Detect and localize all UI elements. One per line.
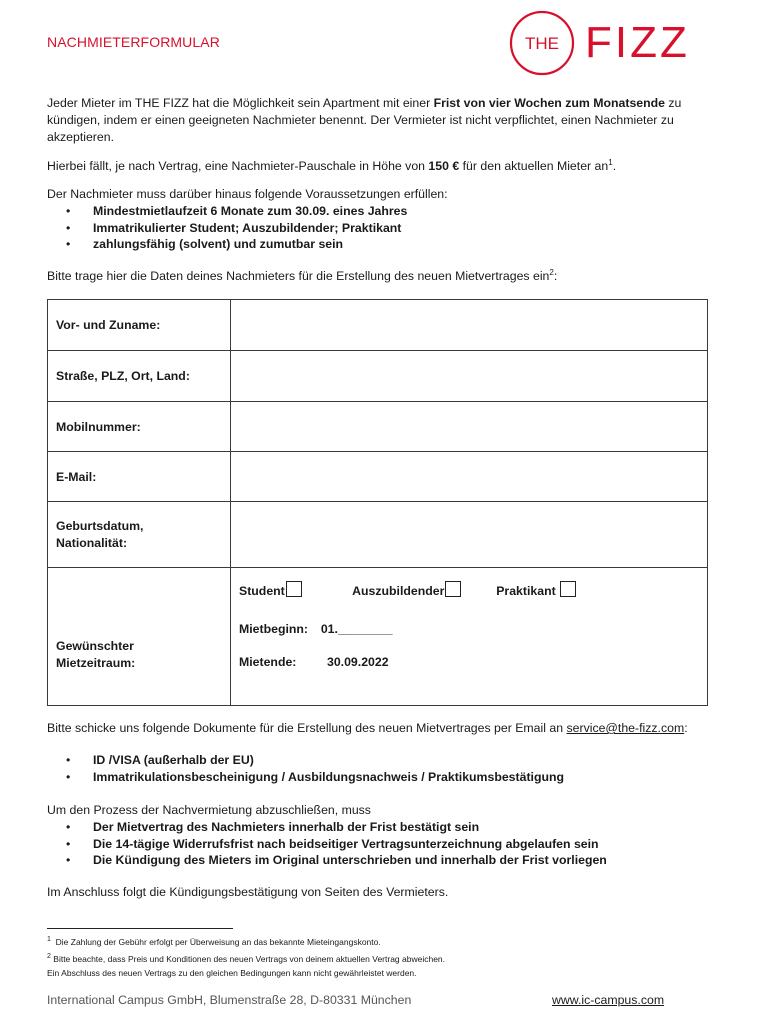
- intern-checkbox[interactable]: [560, 581, 576, 597]
- student-checkbox[interactable]: [286, 581, 302, 597]
- list-item: • zahlungsfähig (solvent) und zumutbar sein: [66, 236, 407, 253]
- apprentice-label: Auszubildender: [352, 584, 445, 598]
- footnote-2: $^2$ Bitte beachte, dass Preis und Konditionen des neuen Vertrags von deinem aktuellen Vertrag abweichen.: [47, 953, 446, 964]
- list-item: • Der Mietvertrag des Nachmieters innerhalb der Frist bestätigt sein: [66, 819, 607, 836]
- student-label: Student: [239, 584, 285, 598]
- rental-period-label: Gewünschter Mietzeitraum:: [48, 568, 231, 706]
- list-item: • Die Kündigung des Mieters im Original unterschrieben und innerhalb der Frist vorliegen: [66, 852, 607, 869]
- status-row: [239, 581, 699, 599]
- fee-paragraph: Hierbei fällt, je nach Vertrag, eine Nachmieter-Pauschale in Höhe von 150 € für den aktuellen Mieter $an^1$.: [47, 157, 617, 173]
- process-paragraph: Um den Prozess der Nachvermietung abzuschließen, muss: [47, 803, 371, 817]
- the-fizz-logo: [508, 10, 713, 76]
- rental-period-cell: [231, 568, 708, 706]
- footnote-2-cont: Ein Abschluss des neuen Vertrags zu den gleichen Bedingungen kann nicht gewährleistet werden.: [47, 968, 417, 978]
- documents-paragraph: Bitte schicke uns folgende Dokumente für die Erstellung des neuen Mietvertrages per Email an service@the-fizz.com:: [47, 721, 688, 735]
- footer-company: International Campus GmbH, Blumenstraße 28, D-80331 München: [47, 993, 412, 1007]
- footnote-1: $^1$ Die Zahlung der Gebühr erfolgt per Überweisung an das bekannte Mieteingangskonto.: [47, 936, 381, 947]
- birth-nationality-label: Geburtsdatum, Nationalität:: [48, 502, 231, 568]
- email-field[interactable]: [231, 452, 708, 502]
- logo-fizz-text: FIZZ: [585, 18, 690, 67]
- end-label: Mietende:: [239, 655, 297, 669]
- end-value: 30.09.2022: [327, 655, 389, 669]
- list-item: • ID /VISA (außerhalb der EU): [66, 752, 564, 769]
- birth-nationality-field[interactable]: [231, 502, 708, 568]
- intro-paragraph: Jeder Mieter im THE FIZZ hat die Möglichkeit sein Apartment mit einer Frist von vier Wochen zum Monatsende zu kündigen, indem er einen geeigneten Nachmieter benennt. Der Vermieter ist nicht verpflichtet, einen Nachmieter zu akzeptieren.: [47, 96, 682, 144]
- mobile-label: Mobilnummer:: [48, 402, 231, 452]
- start-row: [239, 622, 699, 640]
- mobile-field[interactable]: [231, 402, 708, 452]
- address-field[interactable]: [231, 351, 708, 402]
- requirements-intro: Der Nachmieter muss darüber hinaus folgende Voraussetzungen erfüllen:: [47, 187, 448, 201]
- form-instruction: Bitte trage hier die Daten deines Nachmieters für die Erstellung des neuen Mietvertrages ein$^2$:: [47, 267, 558, 283]
- list-item: • Immatrikulierter Student; Auszubildender; Praktikant: [66, 220, 407, 237]
- email-label: E-Mail:: [48, 452, 231, 502]
- footnote-divider: [47, 928, 233, 929]
- apprentice-checkbox[interactable]: [445, 581, 461, 597]
- list-item: • Immatrikulationsbescheinigung / Ausbildungsnachweis / Praktikumsbestätigung: [66, 769, 564, 786]
- end-row: [239, 655, 699, 673]
- name-label: Vor- und Zuname:: [48, 300, 231, 351]
- service-email-link[interactable]: service@the-fizz.com: [566, 721, 685, 735]
- intern-label: Praktikant: [496, 584, 556, 598]
- documents-list: [66, 752, 564, 785]
- start-value[interactable]: 01.________: [320, 622, 393, 636]
- address-label: Straße, PLZ, Ort, Land:: [48, 351, 231, 402]
- form-title: NACHMIETERFORMULAR: [47, 34, 220, 50]
- list-item: • Mindestmietlaufzeit 6 Monate zum 30.09. eines Jahres: [66, 203, 407, 220]
- logo-the-text: THE: [525, 34, 559, 53]
- footer-website-link[interactable]: www.ic-campus.com: [552, 993, 665, 1007]
- tenant-data-table: [47, 299, 708, 706]
- closing-paragraph: Im Anschluss folgt die Kündigungsbestätigung von Seiten des Vermieters.: [47, 885, 449, 899]
- start-label: Mietbeginn:: [239, 622, 308, 636]
- name-field[interactable]: [231, 300, 708, 351]
- process-list: [66, 819, 607, 869]
- list-item: • Die 14-tägige Widerrufsfrist nach beidseitiger Vertragsunterzeichnung abgelaufen sein: [66, 836, 607, 853]
- requirements-list: [66, 203, 407, 253]
